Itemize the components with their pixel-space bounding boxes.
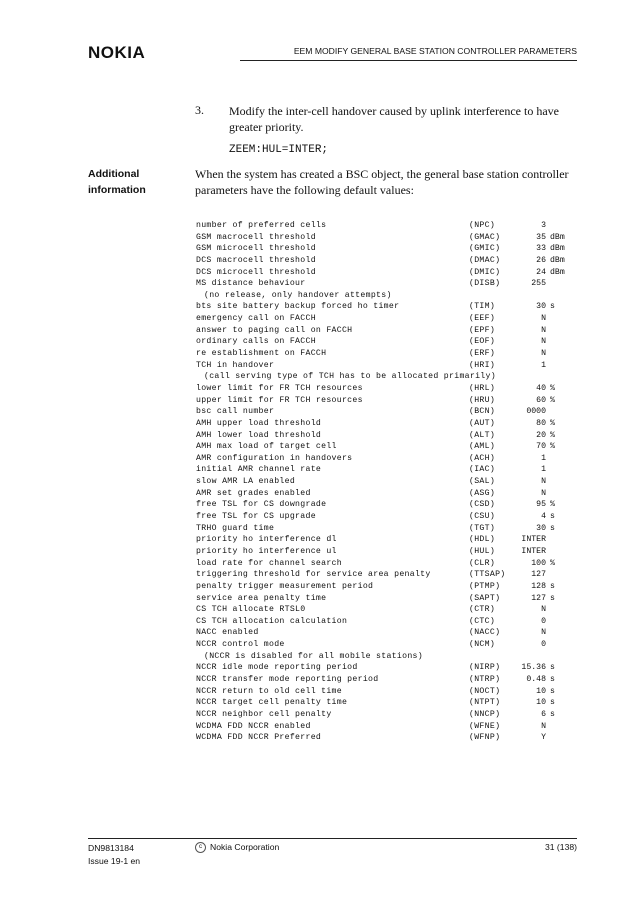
parameter-abbr: (HDL)	[469, 535, 496, 545]
parameter-abbr: (EOF)	[469, 337, 496, 347]
parameter-name: penalty trigger measurement period	[196, 581, 374, 591]
parameter-name: NCCR transfer mode reporting period	[196, 674, 379, 684]
parameter-row	[196, 627, 586, 639]
page-number: 31 (138)	[544, 842, 577, 852]
parameter-value: Y	[541, 733, 546, 743]
parameter-row	[196, 243, 586, 255]
parameter-abbr: (HRU)	[469, 395, 496, 405]
parameter-name: emergency call on FACCH	[196, 314, 316, 324]
parameter-name: NCCR control mode	[196, 640, 285, 650]
parameter-unit: dBm	[550, 232, 565, 242]
parameter-value: N	[541, 721, 546, 731]
parameter-row	[196, 476, 586, 488]
parameter-value: 0.48	[526, 674, 546, 684]
parameter-unit: %	[550, 418, 555, 428]
parameter-value: N	[541, 488, 546, 498]
parameter-value: 1	[541, 360, 546, 370]
parameter-value: 40	[536, 383, 546, 393]
parameter-abbr: (ALT)	[469, 430, 496, 440]
parameter-row	[196, 604, 586, 616]
parameter-name: CS TCH allocate RTSL0	[196, 605, 306, 615]
parameter-note	[196, 371, 586, 383]
parameter-name: initial AMR channel rate	[196, 465, 322, 475]
parameter-row	[196, 616, 586, 628]
parameter-abbr: (CTC)	[469, 616, 496, 626]
parameter-unit: %	[550, 383, 555, 393]
parameter-abbr: (AUT)	[469, 418, 496, 428]
parameter-name: upper limit for FR TCH resources	[196, 395, 363, 405]
parameter-name: bts site battery backup forced ho timer	[196, 302, 400, 312]
parameter-abbr: (NTRP)	[469, 674, 501, 684]
parameter-name: bsc call number	[196, 407, 275, 417]
parameter-name: slow AMR LA enabled	[196, 477, 296, 487]
parameter-value: 15.36	[521, 663, 546, 673]
parameter-value: INTER	[521, 546, 546, 556]
parameter-value: 1	[541, 465, 546, 475]
parameter-unit: s	[550, 674, 555, 684]
parameter-name: AMH upper load threshold	[196, 418, 322, 428]
copyright-text: Nokia Corporation	[210, 842, 280, 852]
parameter-value: 127	[531, 570, 546, 580]
parameter-unit: s	[550, 663, 555, 673]
parameter-unit: s	[550, 698, 555, 708]
parameter-value: N	[541, 337, 546, 347]
parameter-name: GSM macrocell threshold	[196, 232, 316, 242]
parameter-unit: %	[550, 395, 555, 405]
parameter-note	[196, 651, 586, 663]
parameter-name: triggering threshold for service area penalty	[196, 570, 431, 580]
parameter-row	[196, 732, 586, 744]
parameter-row	[196, 662, 586, 674]
parameter-unit: s	[550, 581, 555, 591]
parameter-unit: s	[550, 593, 555, 603]
parameter-value: 0000	[526, 407, 546, 417]
parameter-abbr: (NTPT)	[469, 698, 501, 708]
parameter-row	[196, 430, 586, 442]
parameter-abbr: (NPC)	[469, 221, 496, 230]
parameter-row	[196, 278, 586, 290]
parameter-note	[196, 290, 586, 302]
parameter-abbr: (GMIC)	[469, 244, 501, 254]
parameter-value: 26	[536, 255, 546, 265]
parameter-unit: s	[550, 523, 555, 533]
parameter-value: 128	[531, 581, 546, 591]
parameter-value: 24	[536, 267, 546, 277]
parameter-abbr: (ASG)	[469, 488, 496, 498]
parameter-unit: dBm	[550, 267, 565, 277]
parameter-row	[196, 220, 586, 232]
parameter-name: AMH max load of target cell	[196, 442, 337, 452]
intro-paragraph: When the system has created a BSC object, the general base station controller parameters have the following default values:	[195, 167, 569, 197]
parameter-value: 127	[531, 593, 546, 603]
parameter-name: AMR configuration in handovers	[196, 453, 353, 463]
parameter-row	[196, 639, 586, 651]
parameter-name: DCS macrocell threshold	[196, 255, 316, 265]
parameter-row	[196, 511, 586, 523]
parameter-abbr: (BCN)	[469, 407, 496, 417]
parameter-abbr: (PTMP)	[469, 581, 501, 591]
parameter-value: 10	[536, 698, 546, 708]
doc-number: DN9813184	[88, 843, 134, 853]
parameter-value: 20	[536, 430, 546, 440]
parameter-value: 6	[541, 709, 546, 719]
parameter-value: N	[541, 349, 546, 359]
parameter-note-text: (call serving type of TCH has to be allocated primarily)	[204, 372, 496, 382]
parameter-row	[196, 406, 586, 418]
parameter-value: N	[541, 605, 546, 615]
parameter-row	[196, 697, 586, 709]
parameter-row	[196, 464, 586, 476]
parameter-name: lower limit for FR TCH resources	[196, 383, 363, 393]
parameter-name: free TSL for CS upgrade	[196, 512, 316, 522]
parameter-abbr: (GMAC)	[469, 232, 501, 242]
parameter-value: 33	[536, 244, 546, 254]
footer-rule	[88, 838, 577, 839]
parameter-value: N	[541, 314, 546, 324]
parameter-unit: s	[550, 302, 555, 312]
parameter-abbr: (HRI)	[469, 360, 496, 370]
parameter-name: AMH lower load threshold	[196, 430, 322, 440]
parameter-note-text: (no release, only handover attempts)	[204, 290, 392, 300]
parameter-name: priority ho interference ul	[196, 546, 337, 556]
parameter-name: answer to paging call on FACCH	[196, 325, 353, 335]
parameter-name: TCH in handover	[196, 360, 275, 370]
parameter-name: NCCR neighbor cell penalty	[196, 709, 332, 719]
parameter-unit: %	[550, 558, 555, 568]
parameter-name: re establishment on FACCH	[196, 349, 327, 359]
parameter-name: AMR set grades enabled	[196, 488, 311, 498]
parameter-row	[196, 441, 586, 453]
step-command: ZEEM:HUL=INTER;	[229, 144, 329, 156]
parameter-value: 35	[536, 232, 546, 242]
parameter-unit: dBm	[550, 255, 565, 265]
parameter-value: N	[541, 628, 546, 638]
parameter-abbr: (ERF)	[469, 349, 496, 359]
parameter-abbr: (TGT)	[469, 523, 496, 533]
parameter-row	[196, 558, 586, 570]
parameter-abbr: (DMIC)	[469, 267, 501, 277]
parameter-abbr: (NIRP)	[469, 663, 501, 673]
parameter-row	[196, 709, 586, 721]
parameter-row	[196, 395, 586, 407]
parameter-row	[196, 267, 586, 279]
parameter-name: GSM microcell threshold	[196, 244, 316, 254]
issue-number: Issue 19-1 en	[88, 856, 141, 866]
parameter-value: INTER	[521, 535, 546, 545]
parameter-value: 70	[536, 442, 546, 452]
parameter-name: number of preferred cells	[196, 221, 327, 230]
parameter-name: NCCR return to old cell time	[196, 686, 342, 696]
parameter-unit: %	[550, 442, 555, 452]
parameter-value: 30	[536, 302, 546, 312]
parameter-abbr: (EPF)	[469, 325, 496, 335]
parameter-name: load rate for channel search	[196, 558, 342, 568]
parameter-unit: dBm	[550, 244, 565, 254]
parameter-value: 4	[541, 512, 546, 522]
parameter-row	[196, 418, 586, 430]
parameter-abbr: (SAPT)	[469, 593, 501, 603]
parameter-value: 60	[536, 395, 546, 405]
parameter-abbr: (ACH)	[469, 453, 496, 463]
step-number: 3.	[195, 103, 204, 117]
parameter-row	[196, 686, 586, 698]
parameter-unit: %	[550, 430, 555, 440]
parameter-row	[196, 255, 586, 267]
parameter-unit: s	[550, 686, 555, 696]
parameter-name: DCS microcell threshold	[196, 267, 316, 277]
parameter-row	[196, 499, 586, 511]
parameter-row	[196, 348, 586, 360]
parameter-abbr: (CTR)	[469, 605, 496, 615]
header-rule	[240, 60, 577, 61]
parameter-row	[196, 488, 586, 500]
parameter-value: N	[541, 325, 546, 335]
parameter-value: N	[541, 477, 546, 487]
parameter-name: WCDMA FDD NCCR Preferred	[196, 733, 322, 743]
copyright-icon: c	[195, 842, 206, 853]
parameter-abbr: (CSD)	[469, 500, 496, 510]
parameter-abbr: (AML)	[469, 442, 496, 452]
parameter-abbr: (DMAC)	[469, 255, 501, 265]
parameter-abbr: (TTSAP)	[469, 570, 506, 580]
parameter-name: TRHO guard time	[196, 523, 275, 533]
parameter-row	[196, 581, 586, 593]
parameter-name: NCCR target cell penalty time	[196, 698, 348, 708]
parameter-row	[196, 546, 586, 558]
parameter-row	[196, 336, 586, 348]
parameter-row	[196, 301, 586, 313]
parameter-unit: %	[550, 500, 555, 510]
parameter-value: 1	[541, 453, 546, 463]
parameter-name: WCDMA FDD NCCR enabled	[196, 721, 311, 731]
nokia-logo: NOKIA	[88, 43, 146, 62]
footer-doc-info	[88, 842, 140, 868]
parameter-name: service area penalty time	[196, 593, 327, 603]
parameter-list	[196, 220, 586, 744]
parameter-row	[196, 674, 586, 686]
parameter-row	[196, 523, 586, 535]
parameter-abbr: (HUL)	[469, 546, 496, 556]
parameter-abbr: (EEF)	[469, 314, 496, 324]
parameter-abbr: (NCM)	[469, 640, 496, 650]
parameter-abbr: (WFNE)	[469, 721, 501, 731]
parameter-abbr: (CSU)	[469, 512, 496, 522]
parameter-abbr: (TIM)	[469, 302, 496, 312]
parameter-row	[196, 383, 586, 395]
parameter-note-text: (NCCR is disabled for all mobile stations)	[204, 651, 423, 661]
parameter-abbr: (HRL)	[469, 383, 496, 393]
parameter-abbr: (WFNP)	[469, 733, 501, 743]
parameter-value: 80	[536, 418, 546, 428]
parameter-row	[196, 313, 586, 325]
parameter-value: 0	[541, 616, 546, 626]
parameter-name: ordinary calls on FACCH	[196, 337, 316, 347]
parameter-abbr: (IAC)	[469, 465, 496, 475]
parameter-value: 255	[531, 279, 546, 289]
parameter-value: 3	[541, 221, 546, 230]
parameter-row	[196, 232, 586, 244]
parameter-abbr: (DISB)	[469, 279, 501, 289]
parameter-value: 0	[541, 640, 546, 650]
parameter-unit: s	[550, 709, 555, 719]
parameter-abbr: (NNCP)	[469, 709, 501, 719]
parameter-value: 95	[536, 500, 546, 510]
parameter-abbr: (NACC)	[469, 628, 501, 638]
step-text: Modify the inter-cell handover caused by uplink interference to have greater priority.	[229, 104, 559, 134]
footer-copyright	[195, 842, 279, 853]
parameter-abbr: (NOCT)	[469, 686, 501, 696]
parameter-unit: s	[550, 512, 555, 522]
parameter-row	[196, 360, 586, 372]
parameter-row	[196, 593, 586, 605]
parameter-row	[196, 325, 586, 337]
parameter-name: priority ho interference dl	[196, 535, 337, 545]
parameter-row	[196, 721, 586, 733]
parameter-value: 10	[536, 686, 546, 696]
parameter-name: NCCR idle mode reporting period	[196, 663, 358, 673]
parameter-name: CS TCH allocation calculation	[196, 616, 348, 626]
parameter-name: NACC enabled	[196, 628, 259, 638]
parameter-row	[196, 569, 586, 581]
parameter-name: free TSL for CS downgrade	[196, 500, 327, 510]
parameter-value: 30	[536, 523, 546, 533]
side-label-line2: information	[88, 184, 146, 196]
parameter-row	[196, 534, 586, 546]
header-title: EEM MODIFY GENERAL BASE STATION CONTROLLER PARAMETERS	[293, 46, 577, 56]
parameter-row	[196, 453, 586, 465]
parameter-name: MS distance behaviour	[196, 279, 306, 289]
side-label	[88, 166, 146, 198]
side-label-line1: Additional	[88, 168, 140, 180]
parameter-abbr: (CLR)	[469, 558, 496, 568]
parameter-value: 100	[531, 558, 546, 568]
parameter-abbr: (SAL)	[469, 477, 496, 487]
